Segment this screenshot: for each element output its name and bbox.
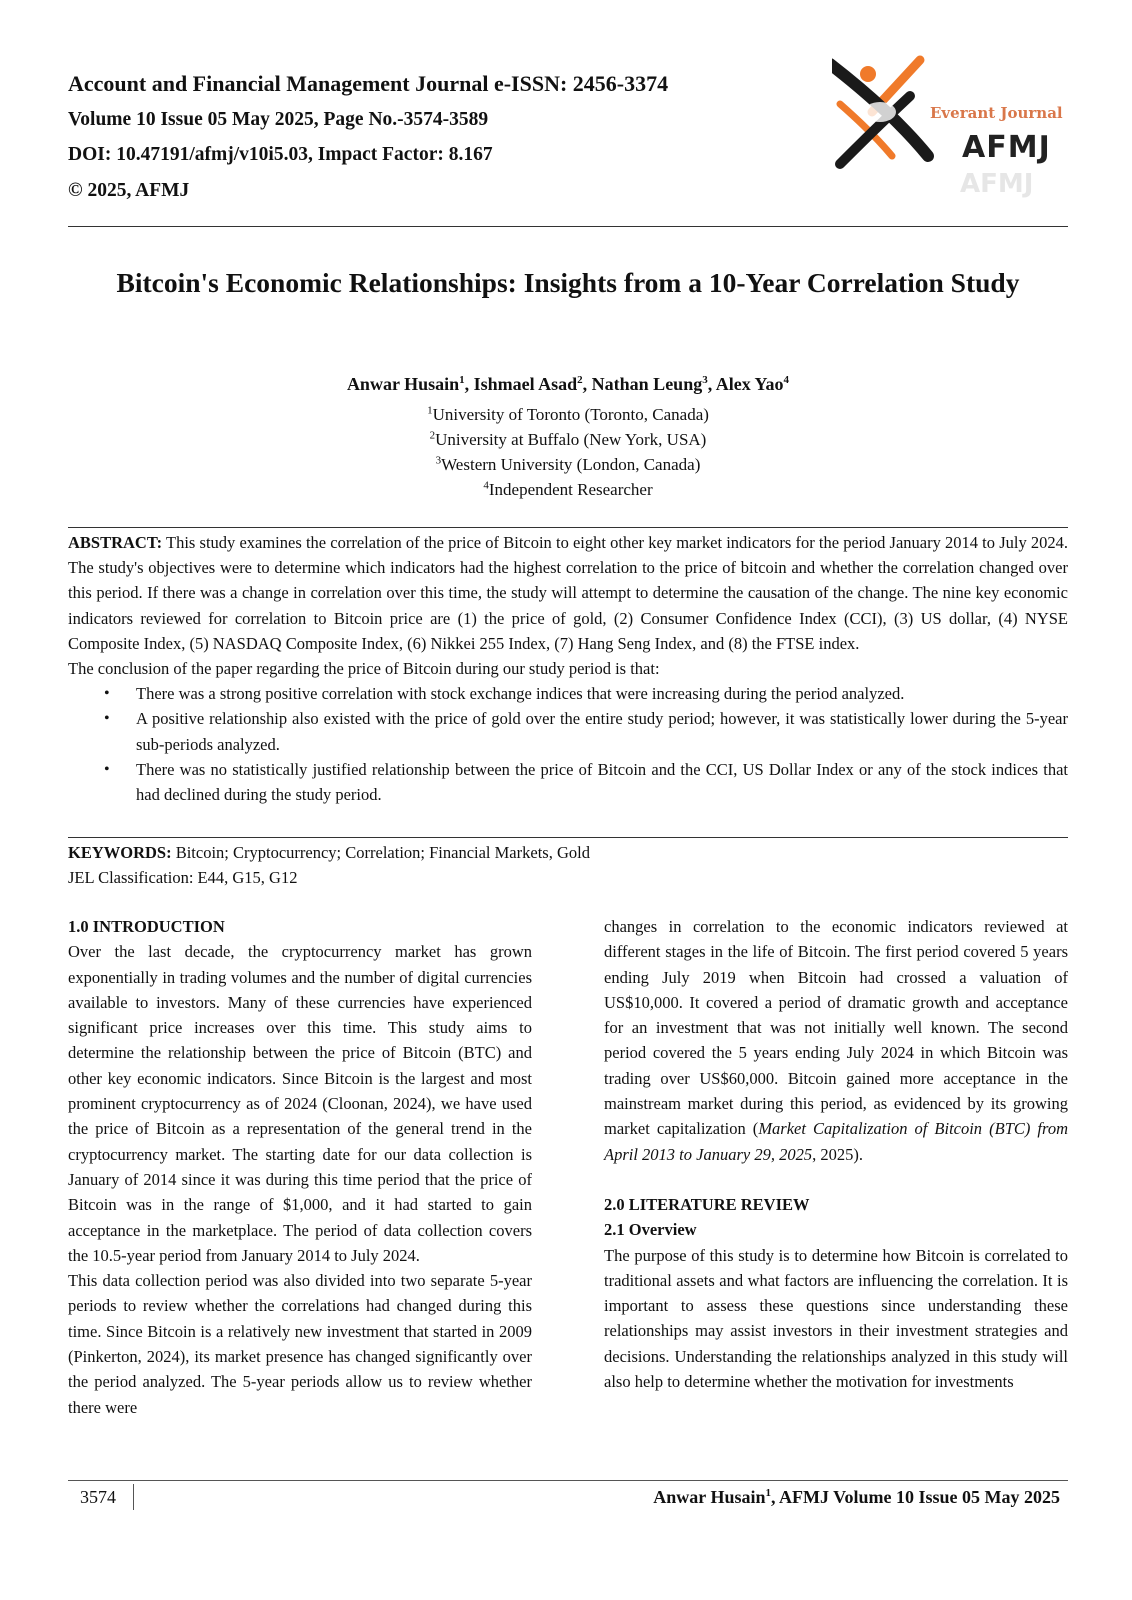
paragraph: Over the last decade, the cryptocurrency market has grown exponentially in trading volumes and the number of digital currencies available to investors. Many of these currencies have experienced significant price increases over this time. This study aims to determine the relationship between the price of Bitcoin (BTC) and other key economic indicators. Since Bitcoin is the largest and most prominent cryptocurrency as of 2024 (Cloonan, 2024), we have used the price of Bitcoin as a representation of the general trend in the cryptocurrency market. The starting date for our data collection is January of 2014 since it was during this time period that the price of Bitcoin was in the range of $1,000, and it had started to gain acceptance in the marketplace. The period of data collection covers the 10.5-year period from January 2014 to July 2024. [68, 942, 532, 1265]
copyright: © 2025, AFMJ [68, 179, 190, 201]
volume-info: Volume 10 Issue 05 May 2025, Page No.-3574-3589 [68, 108, 489, 130]
affiliation: $^2$University at Buffalo (New York, USA) [429, 429, 707, 449]
author: Ishmael Asad [473, 374, 578, 394]
abstract-bottom-rule [68, 837, 1068, 838]
abstract-bullets [68, 681, 1068, 807]
logo-abbr: AFMJ [962, 130, 1051, 165]
logo-publisher: Everant Journal [930, 104, 1063, 122]
left-column [68, 914, 532, 1420]
paper-title: Bitcoin's Economic Relationships: Insights from a 10-Year Correlation Study [116, 267, 1020, 298]
paragraph: This data collection period was also divided into two separate 5-year periods to review whether the correlations had changed during this time. Since Bitcoin is a relatively new investment that started in 2009 (Pinkerton, 2024), its market presence has changed significantly over the period analyzed. The 5-year periods allow us to review whether there were [68, 1271, 532, 1417]
affiliation: $^3$Western University (London, Canada) [435, 454, 701, 474]
afmj-logo-icon [832, 52, 1062, 202]
svg-text:AFMJ: AFMJ [960, 169, 1034, 199]
affiliation: $^1$University of Toronto (Toronto, Canada) [427, 404, 709, 424]
page-number: 3574 [80, 1487, 116, 1507]
affiliation: $^4$Independent Researcher [483, 479, 653, 499]
header-divider [68, 226, 1068, 227]
author: Nathan Leung [591, 374, 703, 394]
abstract [68, 530, 1068, 807]
affiliation-list [68, 402, 1068, 502]
doi-info: DOI: 10.47191/afmj/v10i5.03, Impact Factor: 8.167 [68, 144, 493, 165]
author-list: Anwar Husain$^1$, Ishmael Asad$^2$, Nathan Leung$^3$, Alex Yao$^4$ [346, 374, 790, 394]
journal-name: Account and Financial Management Journal e-ISSN: 2456-3374 [68, 71, 669, 96]
abstract-text: This study examines the correlation of the price of Bitcoin to eight other key market indicators for the period January 2014 to July 2024. The study's objectives were to determine which indicators had the highest correlation to the price of bitcoin and whether the correlation changed over this period. If there was a change in correlation over this time, the study will attempt to determine the causation of the change. The nine key economic indicators reviewed for correlation to Bitcoin price are (1) the price of gold, (2) Consumer Confidence Index (CCI), (3) US dollar, (4) NYSE Composite Index, (5) NASDAQ Composite Index, (6) Nikkei 255 Index, (7) Hang Seng Index, and (8) the FTSE index. [68, 533, 1068, 653]
section-heading: 2.0 LITERATURE REVIEW [604, 1194, 810, 1214]
paragraph: changes in correlation to the economic indicators reviewed at different stages in the life of Bitcoin. The first period covered 5 years ending July 2019 when Bitcoin had crossed a valuation of US$10,000. It covered a period of dramatic growth and acceptance for an investment that was not initially well known. The second period covered the 5 years ending July 2024 in which Bitcoin was trading over US$60,000. Bitcoin gained more acceptance in the mainstream market during this period, as evidenced by its growing market capitalization (Market Capitalization of Bitcoin (BTC) from April 2013 to January 29, 2025, 2025). [604, 917, 1068, 1164]
author: Alex Yao [715, 374, 784, 394]
author: Anwar Husain [346, 374, 460, 394]
keywords-text: Bitcoin; Cryptocurrency; Correlation; Financial Markets, Gold [171, 843, 590, 862]
right-column [604, 914, 1068, 1394]
section-heading: 1.0 INTRODUCTION [68, 917, 225, 936]
paragraph: The purpose of this study is to determine how Bitcoin is correlated to traditional assets and what factors are influencing the correlation. It is important to assess these questions since understanding these relationships may assist investors in their investment strategies and decisions. Understanding the relationships analyzed in this study will also help to determine whether the motivation for investments [604, 1245, 1068, 1392]
jel-classification: JEL Classification: E44, G15, G12 [68, 868, 298, 888]
footer-rule [68, 1480, 1068, 1481]
keywords [68, 840, 1068, 890]
list-item: • A positive relationship also existed with the price of gold over the entire study period; however, it was statistically lower during the 5-year sub-periods analyzed. [68, 706, 1068, 756]
list-item: • There was no statistically justified relationship between the price of Bitcoin and the CCI, US Dollar Index or any of the stock indices that had declined during the study period. [68, 757, 1068, 807]
abstract-top-rule [68, 527, 1068, 528]
abstract-label: ABSTRACT: [68, 533, 163, 552]
keywords-label: KEYWORDS: [68, 843, 172, 862]
journal-header [68, 66, 788, 208]
citation-title: Market Capitalization of Bitcoin (BTC) from April 2013 to January 29, 2025 [604, 1119, 1068, 1164]
footer-separator [133, 1484, 134, 1510]
subsection-heading: 2.1 Overview [604, 1220, 697, 1240]
list-item: • There was a strong positive correlation with stock exchange indices that were increasing during the period analyzed. [68, 681, 1068, 706]
running-footer: Anwar Husain$^1$, AFMJ Volume 10 Issue 05 May 2025 [653, 1487, 1060, 1507]
abstract-conclusion-intro: The conclusion of the paper regarding the price of Bitcoin during our study period is that: [68, 659, 660, 679]
